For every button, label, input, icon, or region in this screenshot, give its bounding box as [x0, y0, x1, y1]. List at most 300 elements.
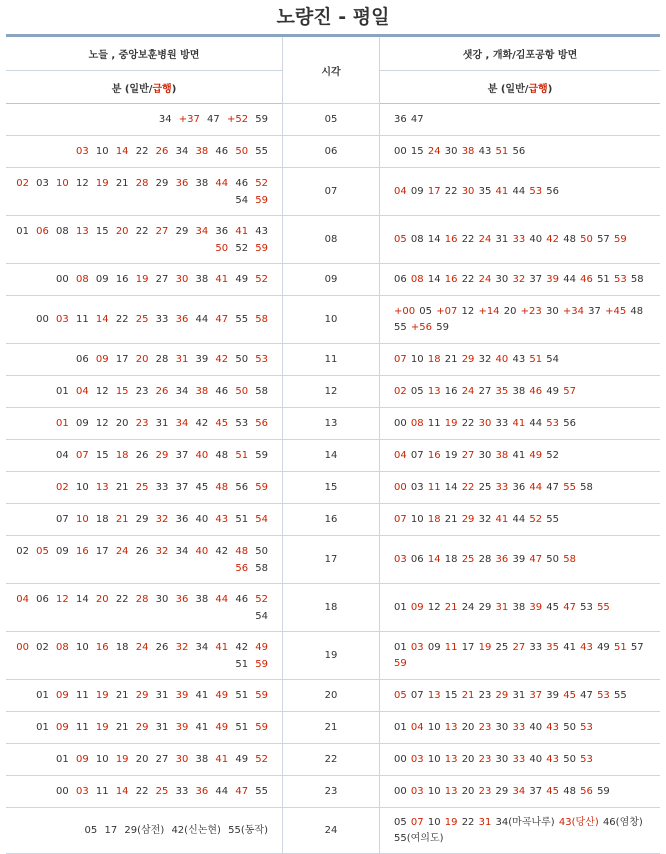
timetable-row [6, 632, 660, 680]
minute: 45 [195, 482, 209, 493]
minute: 40 [529, 721, 543, 733]
minute: 10 [95, 754, 109, 765]
express-minute: 47 [563, 601, 576, 613]
minute: 34(마곡나루) [495, 816, 555, 828]
express-minute: 43 [215, 514, 229, 525]
minute: 11 [75, 314, 89, 325]
express-minute: 41 [215, 754, 229, 765]
express-minute: 50 [235, 386, 249, 397]
minute: 56 [546, 185, 560, 197]
minute: 20 [461, 721, 475, 733]
minute: 28 [155, 354, 169, 365]
express-minute: 07 [394, 353, 407, 365]
express-minute: 29 [461, 513, 475, 525]
express-minute: 31 [175, 354, 189, 365]
minute: 11 [427, 417, 441, 429]
express-minute: 17 [427, 185, 441, 197]
minute: 37 [529, 273, 543, 285]
left-minutes-cell [6, 168, 283, 216]
minute: 33 [175, 786, 189, 797]
timetable-row [6, 712, 660, 744]
minute: 14 [427, 233, 441, 245]
minute: 22 [115, 593, 129, 605]
express-minute: 55 [597, 601, 610, 613]
express-minute: 07 [410, 816, 424, 828]
express-minute: 08 [410, 417, 424, 429]
express-minute: 53 [597, 689, 610, 701]
minute: 45 [546, 601, 560, 613]
minute: 57 [630, 641, 644, 653]
timetable-row [6, 136, 660, 168]
minute: 01 [16, 225, 29, 237]
minute: 21 [444, 513, 458, 525]
minute: 29 [478, 601, 492, 613]
express-minute: +23 [520, 305, 542, 317]
express-minute: 37 [529, 689, 543, 701]
minute: 05 [84, 825, 98, 836]
minute: 21 [115, 690, 129, 701]
minute: 10 [75, 641, 89, 653]
minute: 42 [235, 641, 249, 653]
minute: 30 [545, 305, 559, 317]
right-minutes-cell [380, 536, 661, 584]
hour-cell: 07 [283, 168, 380, 216]
express-minute: 16 [75, 545, 89, 557]
express-minute: 45 [215, 418, 229, 429]
express-minute: 09 [410, 601, 424, 613]
express-minute: 04 [394, 185, 407, 197]
minute: 06 [75, 354, 89, 365]
minute: 44 [215, 786, 229, 797]
minute: 20 [461, 785, 475, 797]
minute: 56 [563, 417, 576, 429]
left-minutes-cell [6, 296, 283, 344]
minute: 22 [444, 185, 458, 197]
minute: 55 [546, 513, 560, 525]
right-minutes-cell [380, 632, 661, 680]
express-minute: 21 [115, 514, 129, 525]
minute: 56 [512, 145, 526, 157]
express-minute: 57 [563, 385, 576, 397]
minute: 30 [155, 593, 169, 605]
hour-cell: 09 [283, 264, 380, 296]
right-minutes-cell [380, 344, 661, 376]
left-minutes-cell [6, 680, 283, 712]
minute: 06 [410, 553, 424, 565]
express-minute: 20 [115, 225, 129, 237]
minute: 32 [478, 513, 492, 525]
minute: 48 [630, 305, 644, 317]
hour-cell: 17 [283, 536, 380, 584]
minute: 48 [563, 233, 576, 245]
express-minute: 30 [478, 417, 492, 429]
minute: 58 [580, 481, 593, 493]
express-minute: 45 [563, 689, 576, 701]
left-minutes-cell [6, 776, 283, 808]
express-minute: 03 [56, 314, 69, 325]
hour-cell: 15 [283, 472, 380, 504]
express-minute: 36 [175, 593, 189, 605]
express-minute: 30 [175, 274, 189, 285]
minute: 01 [56, 754, 69, 765]
minute: 30 [495, 721, 509, 733]
timetable-row [6, 296, 660, 344]
right-minutes-cell [380, 168, 661, 216]
express-minute: 19 [444, 417, 458, 429]
minute: 44 [529, 417, 543, 429]
express-minute: 41 [215, 274, 229, 285]
express-minute: 09 [56, 722, 69, 733]
right-minutes-cell [380, 744, 661, 776]
minute: 26 [135, 545, 149, 557]
left-minutes-cell [6, 712, 283, 744]
minute: 31 [155, 690, 169, 701]
left-minutes-cell [6, 584, 283, 632]
minute: 09 [95, 274, 109, 285]
minute: 49 [235, 754, 249, 765]
minute: 42(신논현) [171, 825, 221, 836]
express-minute: 39 [529, 601, 543, 613]
express-minute: 08 [56, 641, 69, 653]
express-minute: 48 [235, 545, 249, 557]
express-minute: 25 [135, 482, 149, 493]
express-minute: 15 [115, 386, 129, 397]
express-minute: 58 [255, 314, 268, 325]
express-minute: 28 [135, 177, 149, 189]
express-minute: 03 [410, 785, 424, 797]
minute: 40 [195, 514, 209, 525]
express-minute: 24 [478, 273, 492, 285]
left-minute-header: 분 (일반/급행) [6, 71, 283, 104]
minute: 34 [195, 641, 209, 653]
hour-cell: 10 [283, 296, 380, 344]
timetable-row [6, 744, 660, 776]
minute: 40 [529, 753, 543, 765]
hour-cell: 20 [283, 680, 380, 712]
minute: 39 [546, 689, 560, 701]
express-minute: 25 [461, 553, 475, 565]
express-minute: 18 [427, 353, 441, 365]
minute: 59 [255, 114, 268, 125]
minute: 21 [444, 353, 458, 365]
minute: 12 [75, 177, 89, 189]
express-minute: +07 [436, 305, 458, 317]
minute: 46 [235, 593, 249, 605]
express-minute: 33 [512, 753, 526, 765]
express-minute: 03 [75, 786, 89, 797]
minute: 47 [580, 689, 593, 701]
minute: 18 [95, 514, 109, 525]
timetable-row [6, 440, 660, 472]
minute: 33 [529, 641, 543, 653]
express-minute: 20 [95, 593, 109, 605]
express-minute: 16 [95, 641, 109, 653]
minute: 22 [135, 146, 149, 157]
minute: 12 [95, 418, 109, 429]
minute: 43 [255, 225, 268, 237]
minute: 25 [478, 481, 492, 493]
minute: 49 [546, 385, 560, 397]
express-minute: 04 [16, 593, 29, 605]
minute: 50 [255, 545, 268, 557]
timetable-row [6, 104, 660, 136]
left-minutes-cell [6, 808, 283, 854]
express-minute: 53 [580, 753, 593, 765]
hour-cell: 23 [283, 776, 380, 808]
hour-cell: 21 [283, 712, 380, 744]
express-minute: 51 [613, 641, 627, 653]
minute: 34 [175, 146, 189, 157]
minute: 33 [155, 314, 169, 325]
minute: 43 [478, 145, 492, 157]
minute: 01 [36, 690, 49, 701]
minute: 22 [135, 786, 149, 797]
express-minute: 58 [563, 553, 576, 565]
express-minute: 09 [95, 354, 109, 365]
minute: 44 [512, 185, 526, 197]
minute: 52 [546, 449, 560, 461]
minute: 31 [512, 689, 526, 701]
express-minute: 03 [394, 553, 407, 565]
minute: 23 [135, 386, 149, 397]
minute: 20 [115, 418, 129, 429]
minute: 10 [410, 353, 424, 365]
minute: 41 [512, 449, 526, 461]
left-minutes-cell [6, 744, 283, 776]
minute: 02 [16, 545, 29, 557]
minute: 47 [207, 114, 220, 125]
minute: 30 [495, 753, 509, 765]
express-minute: 24 [115, 545, 129, 557]
express-minute: 19 [95, 722, 109, 733]
express-minute: 51 [529, 353, 543, 365]
timetable [6, 34, 660, 854]
minute: 38 [195, 754, 209, 765]
express-minute: 32 [155, 545, 169, 557]
minute: 01 [56, 386, 69, 397]
minute: 22 [461, 417, 475, 429]
minute: 48 [563, 785, 576, 797]
minute: 32 [478, 353, 492, 365]
minute: 24 [461, 601, 475, 613]
hour-cell: 13 [283, 408, 380, 440]
minute: 53 [235, 418, 249, 429]
express-minute: 46 [580, 273, 593, 285]
minute: 26 [155, 641, 169, 653]
express-minute: 55 [563, 481, 576, 493]
express-minute: 49 [215, 722, 229, 733]
express-minute: 24 [135, 641, 149, 653]
minute: 44 [195, 314, 209, 325]
left-minutes-cell [6, 440, 283, 472]
minute: 56 [235, 482, 249, 493]
minute: 05 [410, 385, 424, 397]
minute: 00 [36, 314, 49, 325]
timetable-row [6, 344, 660, 376]
minute: 18 [115, 641, 129, 653]
minute: 59 [597, 785, 610, 797]
minute: 51 [235, 690, 249, 701]
minute: 55 [235, 314, 249, 325]
express-minute: 31 [478, 816, 492, 828]
minute: 16 [115, 274, 129, 285]
express-minute: 28 [135, 593, 149, 605]
minute: 00 [394, 417, 407, 429]
express-minute: 29 [461, 353, 475, 365]
express-minute: 56 [255, 418, 268, 429]
express-minute: 33 [512, 721, 526, 733]
minute: 17 [104, 825, 118, 836]
minute: 55 [394, 321, 407, 333]
minute: 11 [95, 786, 109, 797]
express-minute: 59 [255, 194, 268, 206]
minute: 05 [394, 816, 407, 828]
minute: 29 [495, 785, 509, 797]
express-minute: 26 [155, 146, 169, 157]
express-minute: 54 [255, 514, 268, 525]
left-minutes-cell [6, 472, 283, 504]
express-minute: 24 [461, 385, 475, 397]
express-minute: 43 [546, 753, 560, 765]
express-minute: 18 [115, 450, 129, 461]
express-minute: 11 [427, 481, 441, 493]
minute: 48 [215, 450, 229, 461]
express-minute: 29 [495, 689, 509, 701]
express-minute: 59 [613, 233, 627, 245]
minute: 41 [563, 641, 576, 653]
express-minute: 42 [546, 233, 560, 245]
minute: 55 [613, 689, 627, 701]
minute: 41 [195, 722, 209, 733]
minute: 33 [495, 417, 509, 429]
minute: 57 [597, 233, 610, 245]
express-minute: 35 [546, 641, 560, 653]
express-minute: 59 [394, 657, 407, 669]
minute: 12 [461, 305, 475, 317]
express-minute: 52 [255, 754, 268, 765]
express-minute: 40 [195, 545, 209, 557]
right-minute-header: 분 (일반/급행) [380, 71, 661, 104]
express-minute: 34 [195, 225, 209, 237]
minute: 54 [546, 353, 560, 365]
minute: 37 [588, 305, 601, 317]
minute: 35 [478, 185, 492, 197]
express-minute: 36 [495, 553, 509, 565]
minute: 34 [158, 114, 172, 125]
hour-cell: 18 [283, 584, 380, 632]
express-minute: 19 [115, 754, 129, 765]
minute: 33 [155, 482, 169, 493]
express-minute: 04 [75, 386, 89, 397]
left-minutes-cell [6, 536, 283, 584]
minute: 29(삼전) [124, 825, 165, 836]
minute: 42 [215, 545, 229, 557]
minute: 20 [461, 753, 475, 765]
express-minute: 09 [56, 690, 69, 701]
minute: 50 [563, 753, 576, 765]
hour-header: 시각 [283, 36, 380, 104]
express-minute: 38 [461, 145, 475, 157]
minute: 07 [410, 449, 424, 461]
minute: 15 [410, 145, 424, 157]
express-minute: 56 [235, 562, 249, 574]
minute: 46(염창) [602, 816, 643, 828]
minute: 23 [478, 689, 492, 701]
minute: 26 [135, 450, 149, 461]
minute: 18 [444, 553, 458, 565]
minute: 00 [394, 145, 407, 157]
express-minute: 22 [461, 481, 475, 493]
minute: 55(동작) [228, 825, 268, 836]
timetable-row [6, 408, 660, 440]
express-minute: 49 [215, 690, 229, 701]
minute: 40 [529, 233, 543, 245]
hour-cell: 24 [283, 808, 380, 854]
minute: 10 [427, 721, 441, 733]
minute: 51 [235, 722, 249, 733]
express-minute: 30 [175, 754, 189, 765]
express-minute: 49 [529, 449, 543, 461]
minute: 00 [394, 785, 407, 797]
minute: 50 [563, 721, 576, 733]
timetable-body [6, 104, 660, 854]
express-minute: 38 [195, 146, 209, 157]
minute: 17 [461, 641, 475, 653]
minute: 51 [597, 273, 610, 285]
express-minute: 26 [155, 386, 169, 397]
express-minute: 19 [444, 816, 458, 828]
express-minute: 32 [512, 273, 526, 285]
express-minute: 08 [75, 274, 89, 285]
express-minute: 51 [235, 450, 249, 461]
right-minutes-cell [380, 216, 661, 264]
minute: 08 [56, 225, 69, 237]
left-minutes-cell [6, 344, 283, 376]
express-minute: 04 [394, 449, 407, 461]
express-minute: 39 [175, 722, 189, 733]
minute: 09 [427, 641, 441, 653]
minute: 36 [394, 113, 407, 125]
minute: 54 [235, 194, 249, 206]
minute: 14 [444, 481, 458, 493]
express-minute: 50 [580, 233, 593, 245]
left-minutes-cell [6, 632, 283, 680]
minute: 16 [444, 385, 458, 397]
right-minutes-cell [380, 776, 661, 808]
minute: 20 [503, 305, 517, 317]
express-minute: 13 [444, 721, 458, 733]
minute: 55 [255, 786, 268, 797]
express-minute: 41 [495, 185, 509, 197]
express-minute: 29 [155, 450, 169, 461]
minute: 34 [175, 386, 189, 397]
minute: 12 [95, 386, 109, 397]
express-minute: 53 [613, 273, 627, 285]
right-direction-header: 샛강 , 개화/김포공항 방면 [380, 36, 661, 71]
minute: 29 [175, 225, 189, 237]
minute: 43 [512, 353, 526, 365]
express-minute: 47 [235, 786, 249, 797]
minute: 38 [512, 385, 526, 397]
right-minutes-cell [380, 264, 661, 296]
timetable-row [6, 536, 660, 584]
left-minutes-cell [6, 136, 283, 168]
minute: 07 [410, 689, 424, 701]
page-title: 노량진 - 평일 [276, 6, 390, 28]
left-direction-header: 노들 , 중앙보훈병원 방면 [6, 36, 283, 71]
express-minute: 32 [175, 641, 189, 653]
express-minute: 10 [75, 514, 89, 525]
